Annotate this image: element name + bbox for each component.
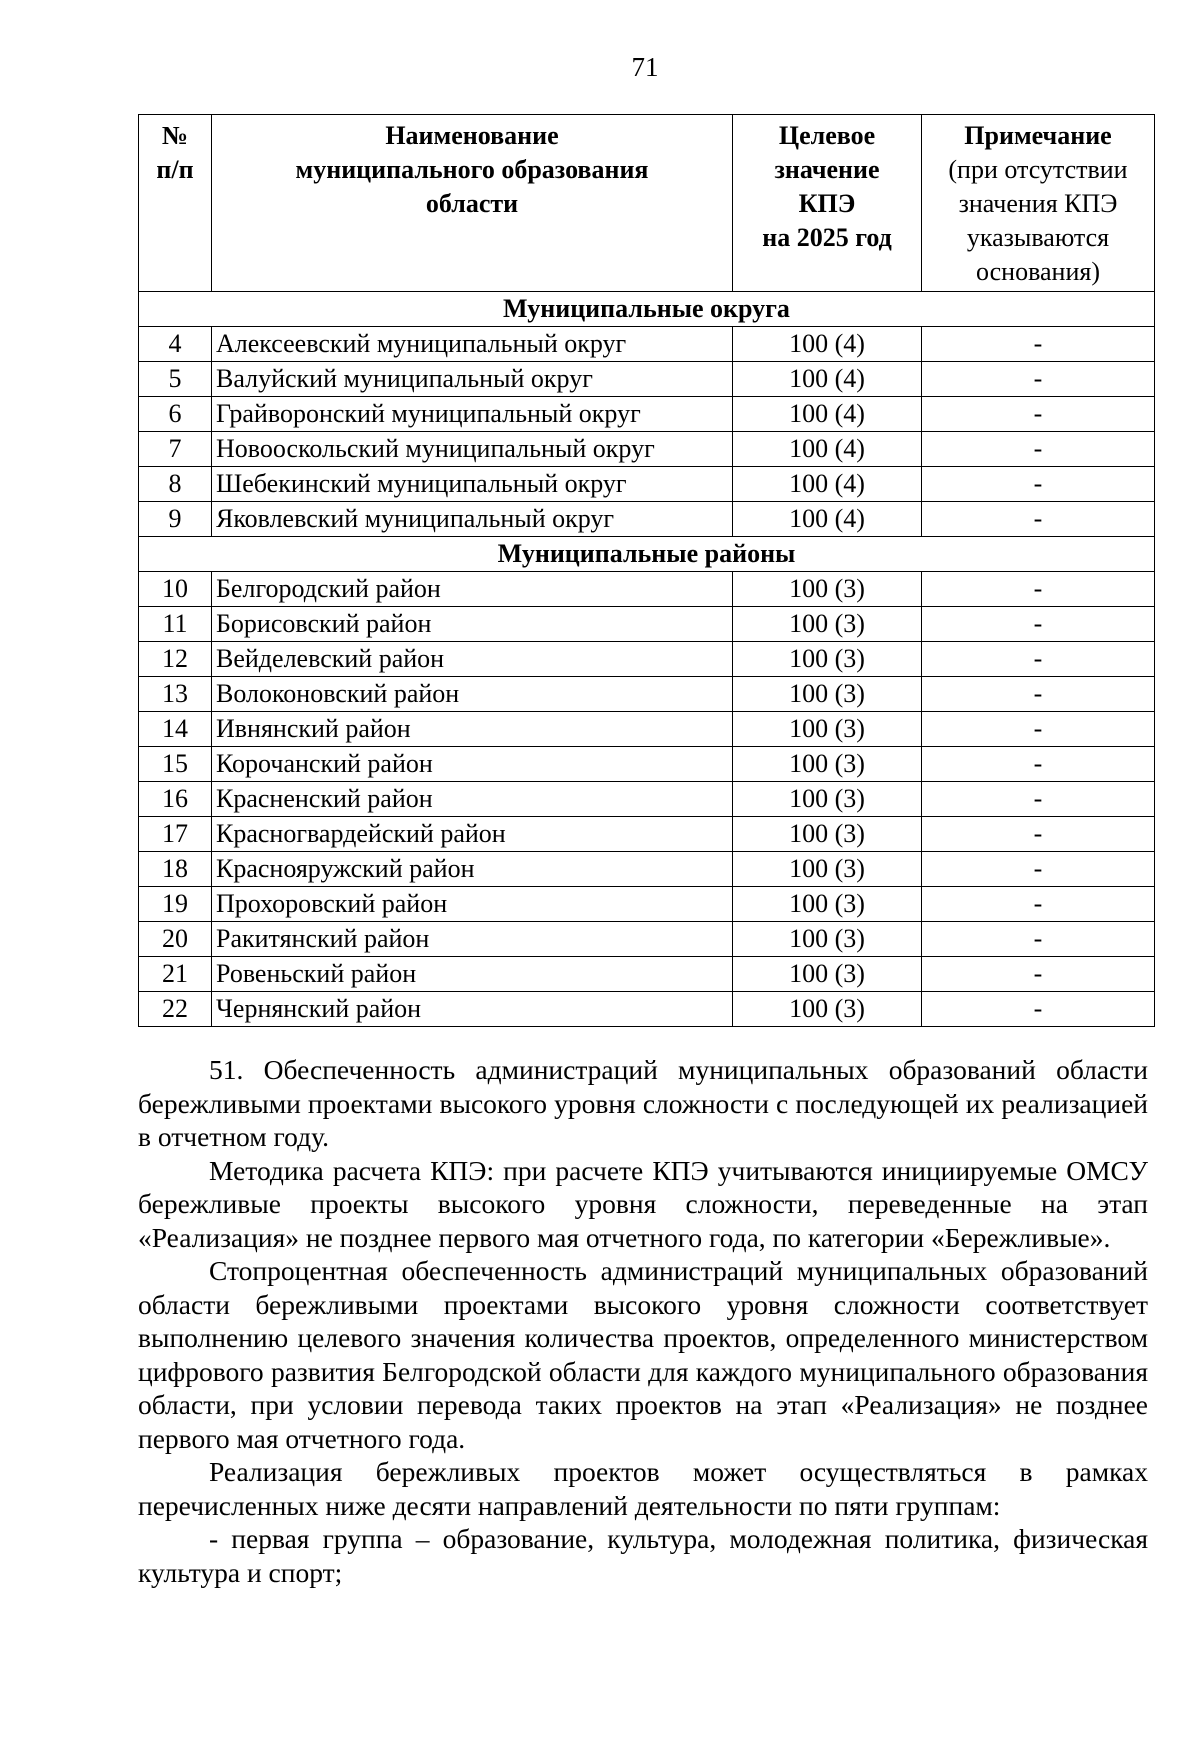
header-name-line1: Наименование	[385, 121, 559, 150]
row-note: -	[922, 747, 1155, 782]
table-row	[139, 432, 1155, 467]
row-name: Алексеевский муниципальный округ	[212, 327, 733, 362]
row-num: 14	[139, 712, 212, 747]
header-num-line1: №	[161, 121, 189, 150]
row-num: 20	[139, 922, 212, 957]
table-row	[139, 572, 1155, 607]
paragraph-coverage: Стопроцентная обеспеченность администраций муниципальных образований области бережливыми проектами высокого уровня сложности соответствует выполнению целевого значения количества проектов, определенного министерством цифрового развития Белгородской области для каждого муниципального образования области, при условии перевода таких проектов на этап «Реализация» не позднее первого мая отчетного года.	[138, 1255, 1148, 1454]
row-num: 11	[139, 607, 212, 642]
row-note: -	[922, 817, 1155, 852]
row-value: 100 (4)	[733, 397, 922, 432]
row-name: Чернянский район	[212, 992, 733, 1027]
row-num: 19	[139, 887, 212, 922]
row-note: -	[922, 642, 1155, 677]
header-target-line4: на 2025 год	[762, 223, 892, 252]
table-row	[139, 677, 1155, 712]
header-target	[733, 115, 922, 292]
section-row-rayony	[139, 537, 1155, 572]
row-value: 100 (3)	[733, 887, 922, 922]
header-target-line3: КПЭ	[798, 189, 856, 218]
row-num: 16	[139, 782, 212, 817]
table-row	[139, 992, 1155, 1027]
row-num: 8	[139, 467, 212, 502]
header-note-line1: Примечание	[964, 121, 1112, 150]
row-num: 4	[139, 327, 212, 362]
table-header-row	[139, 115, 1155, 292]
row-value: 100 (3)	[733, 677, 922, 712]
body-text	[138, 1053, 1148, 1589]
row-value: 100 (4)	[733, 362, 922, 397]
row-num: 22	[139, 992, 212, 1027]
header-name-line3: области	[425, 189, 519, 218]
row-name: Валуйский муниципальный округ	[212, 362, 733, 397]
table-row	[139, 712, 1155, 747]
row-note: -	[922, 922, 1155, 957]
row-note: -	[922, 327, 1155, 362]
header-target-line1: Целевое	[778, 121, 876, 150]
row-name: Вейделевский район	[212, 642, 733, 677]
row-num: 15	[139, 747, 212, 782]
table-row	[139, 362, 1155, 397]
row-num: 12	[139, 642, 212, 677]
row-note: -	[922, 467, 1155, 502]
table-row	[139, 782, 1155, 817]
row-note: -	[922, 572, 1155, 607]
row-name: Белгородский район	[212, 572, 733, 607]
row-value: 100 (3)	[733, 852, 922, 887]
row-note: -	[922, 677, 1155, 712]
table-row	[139, 327, 1155, 362]
table-row	[139, 922, 1155, 957]
row-name: Прохоровский район	[212, 887, 733, 922]
header-num-line2: п/п	[156, 155, 194, 184]
row-num: 6	[139, 397, 212, 432]
section-row-okruga	[139, 292, 1155, 327]
row-num: 17	[139, 817, 212, 852]
paragraph-51: 51. Обеспеченность администраций муниципальных образований области бережливыми проектами высокого уровня сложности с последующей их реализацией в отчетном году.	[138, 1054, 1148, 1152]
paragraph-directions: Реализация бережливых проектов может осуществляться в рамках перечисленных ниже десяти направлений деятельности по пяти группам:	[138, 1456, 1148, 1521]
row-name: Грайворонский муниципальный округ	[212, 397, 733, 432]
row-note: -	[922, 362, 1155, 397]
row-value: 100 (4)	[733, 327, 922, 362]
row-note: -	[922, 712, 1155, 747]
header-num	[139, 115, 212, 292]
page-number: 71	[631, 52, 659, 82]
header-name	[212, 115, 733, 292]
row-num: 21	[139, 957, 212, 992]
table-row	[139, 397, 1155, 432]
row-note: -	[922, 992, 1155, 1027]
row-value: 100 (3)	[733, 572, 922, 607]
row-name: Красногвардейский район	[212, 817, 733, 852]
row-num: 7	[139, 432, 212, 467]
header-note-line4: указываются	[966, 223, 1110, 252]
row-note: -	[922, 432, 1155, 467]
header-note-line5: основания)	[975, 257, 1101, 286]
row-value: 100 (3)	[733, 992, 922, 1027]
header-note-line2: (при отсутствии	[948, 155, 1128, 184]
paragraph-method: Методика расчета КПЭ: при расчете КПЭ учитываются инициируемые ОМСУ бережливые проекты высокого уровня сложности, переведенные на этап «Реализация» не позднее первого мая отчетного года, по категории «Бережливые».	[138, 1154, 1148, 1253]
table-row	[139, 502, 1155, 537]
paragraph-first-group: - первая группа – образование, культура, молодежная политика, физическая культура и спорт;	[138, 1523, 1148, 1588]
table-row	[139, 642, 1155, 677]
section-title: Муниципальные районы	[139, 537, 1155, 572]
row-note: -	[922, 607, 1155, 642]
row-value: 100 (3)	[733, 817, 922, 852]
table-row	[139, 817, 1155, 852]
kpe-table	[138, 114, 1155, 1027]
row-value: 100 (3)	[733, 922, 922, 957]
row-name: Корочанский район	[212, 747, 733, 782]
row-num: 10	[139, 572, 212, 607]
header-target-line2: значение	[774, 155, 880, 184]
table-row	[139, 957, 1155, 992]
row-name: Краснояружский район	[212, 852, 733, 887]
row-name: Ракитянский район	[212, 922, 733, 957]
table-row	[139, 467, 1155, 502]
row-note: -	[922, 782, 1155, 817]
row-value: 100 (3)	[733, 747, 922, 782]
row-name: Яковлевский муниципальный округ	[212, 502, 733, 537]
row-value: 100 (3)	[733, 607, 922, 642]
row-value: 100 (3)	[733, 642, 922, 677]
row-value: 100 (3)	[733, 712, 922, 747]
row-num: 13	[139, 677, 212, 712]
row-note: -	[922, 957, 1155, 992]
row-note: -	[922, 502, 1155, 537]
row-name: Ровеньский район	[212, 957, 733, 992]
row-value: 100 (4)	[733, 467, 922, 502]
table-row	[139, 887, 1155, 922]
header-note	[922, 115, 1155, 292]
row-name: Шебекинский муниципальный округ	[212, 467, 733, 502]
row-value: 100 (4)	[733, 432, 922, 467]
row-name: Новооскольский муниципальный округ	[212, 432, 733, 467]
row-name: Ивнянский район	[212, 712, 733, 747]
table-row	[139, 607, 1155, 642]
header-note-line3: значения КПЭ	[958, 189, 1118, 218]
row-name: Красненский район	[212, 782, 733, 817]
row-value: 100 (3)	[733, 957, 922, 992]
row-note: -	[922, 852, 1155, 887]
header-name-line2: муниципального образования	[295, 155, 649, 184]
row-name: Борисовский район	[212, 607, 733, 642]
row-num: 5	[139, 362, 212, 397]
table-row	[139, 747, 1155, 782]
row-num: 18	[139, 852, 212, 887]
section-title: Муниципальные округа	[139, 292, 1155, 327]
row-num: 9	[139, 502, 212, 537]
row-note: -	[922, 397, 1155, 432]
table-row	[139, 852, 1155, 887]
row-value: 100 (4)	[733, 502, 922, 537]
row-name: Волоконовский район	[212, 677, 733, 712]
row-value: 100 (3)	[733, 782, 922, 817]
row-note: -	[922, 887, 1155, 922]
